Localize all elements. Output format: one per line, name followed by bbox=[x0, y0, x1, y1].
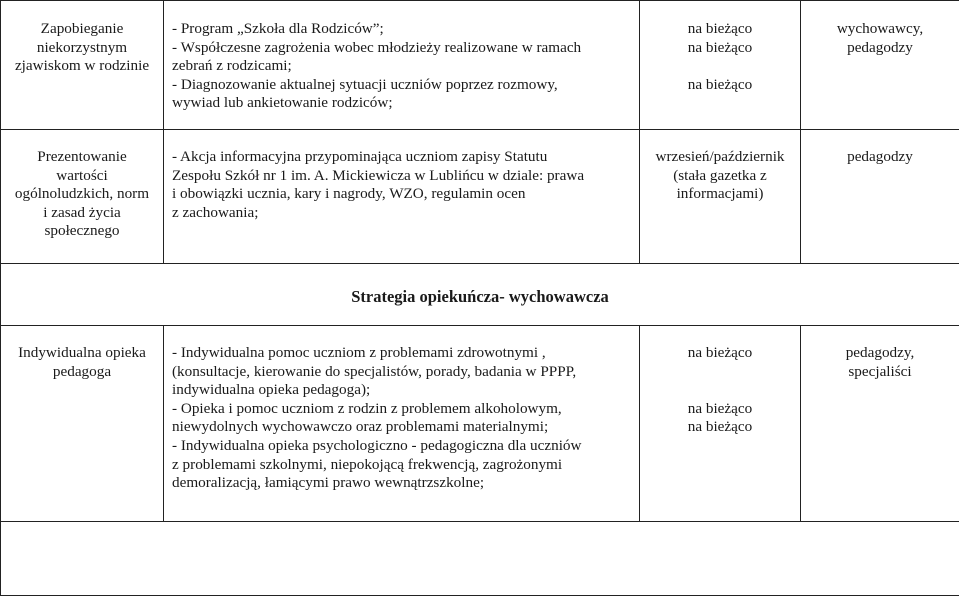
area-line: wartości bbox=[56, 166, 108, 184]
term-line: na bieżąco bbox=[687, 418, 753, 436]
activities-cell bbox=[164, 1, 640, 130]
activities-cell bbox=[164, 130, 640, 264]
area-line: niekorzystnym bbox=[36, 38, 128, 56]
responsible-line: pedagodzy bbox=[847, 38, 913, 56]
activity-line: - Diagnozowanie aktualnej sytuacji uczniów poprzez rozmowy, bbox=[172, 75, 558, 93]
responsible-cell bbox=[801, 130, 959, 264]
activity-line: (konsultacje, kierowanie do specjalistów, porady, badania w PPPP, bbox=[172, 362, 577, 380]
term-line: na bieżąco bbox=[687, 38, 753, 56]
section-header-cell bbox=[1, 264, 959, 326]
term-line: na bieżąco bbox=[687, 399, 753, 417]
activity-line: - Współczesne zagrożenia wobec młodzieży realizowane w ramach bbox=[172, 38, 582, 56]
responsible-line: pedagodzy bbox=[847, 148, 913, 165]
activity-line: - Program „Szkoła dla Rodziców”; bbox=[172, 20, 384, 37]
activity-line: i obowiązki ucznia, kary i nagrody, WZO, regulamin ocen bbox=[172, 185, 526, 203]
area-line: społecznego bbox=[44, 222, 120, 240]
area-line: zjawiskom w rodzinie bbox=[14, 57, 150, 75]
empty-cell bbox=[1, 522, 959, 596]
activity-line: indywidualna opieka pedagoga); bbox=[172, 381, 371, 399]
term-line: informacjami) bbox=[676, 185, 764, 203]
term-cell bbox=[640, 326, 801, 522]
area-cell bbox=[1, 326, 164, 522]
area-line: Indywidualna opieka bbox=[18, 344, 146, 361]
activities-cell bbox=[164, 326, 640, 522]
activity-line: Zespołu Szkół nr 1 im. A. Mickiewicza w Lublińcu w dziale: prawa bbox=[172, 166, 585, 184]
activity-line: z problemami szkolnymi, niepokojącą frekwencją, zagrożonymi bbox=[172, 455, 563, 473]
table-row-empty bbox=[1, 522, 959, 596]
area-line: ogólnoludzkich, norm bbox=[14, 185, 150, 203]
area-line: pedagoga bbox=[52, 362, 112, 380]
responsible-line: specjaliści bbox=[848, 362, 912, 380]
activity-line: - Akcja informacyjna przypominająca uczniom zapisy Statutu bbox=[172, 148, 548, 165]
section-header-title: Strategia opiekuńcza- wychowawcza bbox=[351, 287, 609, 307]
activity-line: wywiad lub ankietowanie rodziców; bbox=[172, 94, 393, 112]
area-cell bbox=[1, 1, 164, 130]
area-line: Prezentowanie bbox=[37, 148, 127, 165]
responsible-cell bbox=[801, 1, 959, 130]
term-line: na bieżąco bbox=[687, 75, 753, 93]
responsible-line: wychowawcy, bbox=[836, 20, 924, 37]
table-row bbox=[1, 326, 959, 522]
area-line: Zapobieganie bbox=[40, 20, 124, 37]
table-row bbox=[1, 130, 959, 264]
term-line: na bieżąco bbox=[687, 20, 753, 37]
activity-line: - Indywidualna pomoc uczniom z problemami zdrowotnymi , bbox=[172, 344, 546, 361]
activity-line: zebrań z rodzicami; bbox=[172, 57, 292, 75]
activity-line: - Indywidualna opieka psychologiczno - pedagogiczna dla uczniów bbox=[172, 436, 582, 454]
responsible-cell bbox=[801, 326, 959, 522]
term-line: na bieżąco bbox=[687, 344, 753, 361]
term-cell bbox=[640, 1, 801, 130]
area-line: i zasad życia bbox=[43, 203, 121, 221]
responsible-line: pedagodzy, bbox=[845, 344, 915, 361]
term-cell bbox=[640, 130, 801, 264]
term-line: (stała gazetka z bbox=[673, 166, 767, 184]
section-header-row bbox=[1, 264, 959, 326]
activity-line: - Opieka i pomoc uczniom z rodzin z problemem alkoholowym, bbox=[172, 399, 562, 417]
area-cell bbox=[1, 130, 164, 264]
activity-line: z zachowania; bbox=[172, 203, 259, 221]
table-row bbox=[1, 1, 959, 130]
activity-line: demoralizacją, łamiącymi prawo wewnątrzszkolne; bbox=[172, 474, 485, 492]
activity-line: niewydolnych wychowawczo oraz problemami materialnymi; bbox=[172, 418, 549, 436]
term-line: wrzesień/październik bbox=[655, 148, 785, 165]
